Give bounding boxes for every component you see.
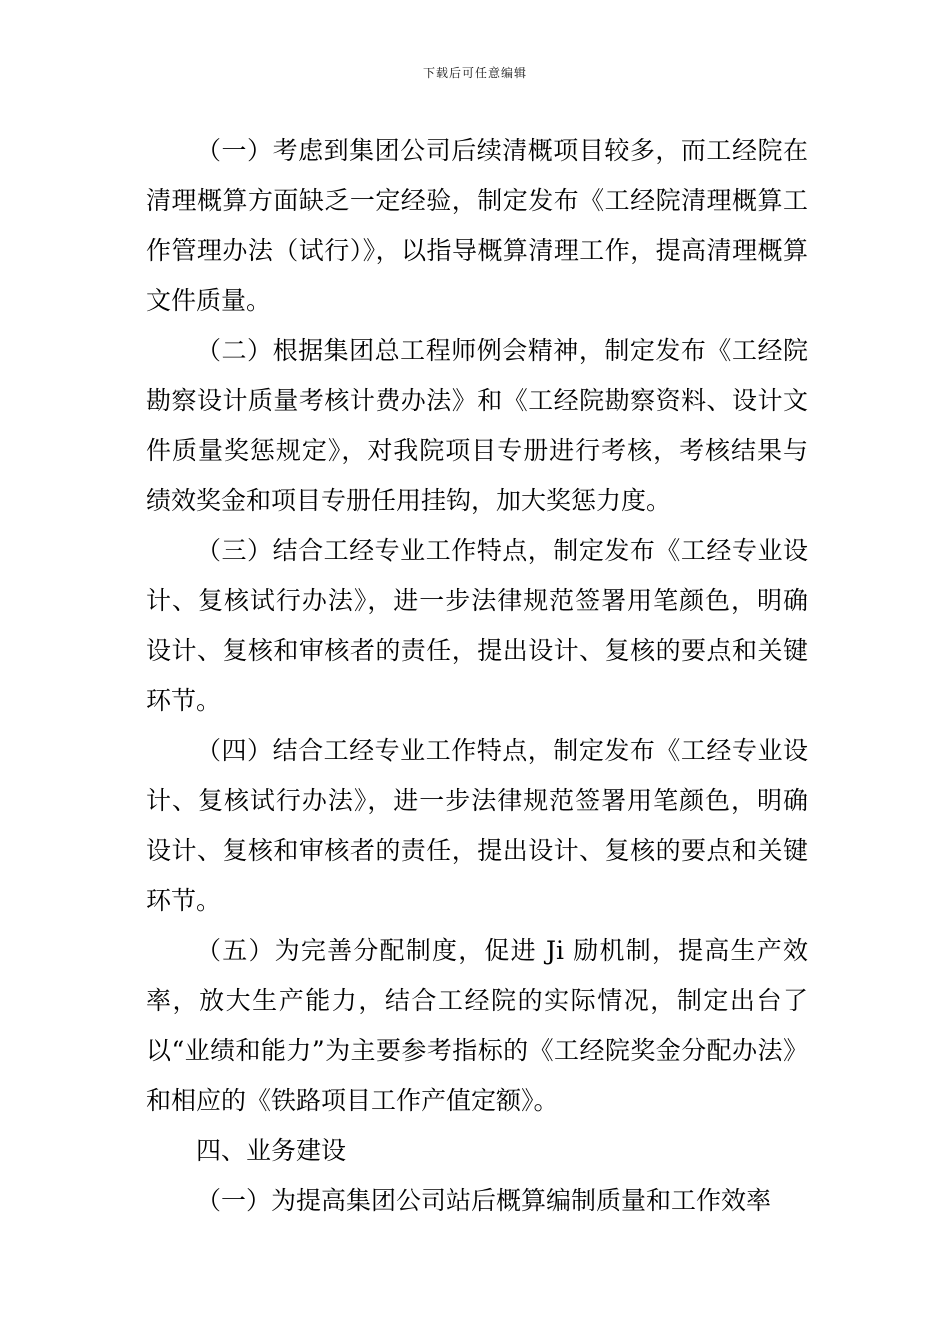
paragraph-3: （三）结合工经专业工作特点，制定发布《工经专业设计、复核试行办法》，进一步法律规范签署用笔颜色，明确设计、复核和审核者的责任，提出设计、复核的要点和关键环节。	[146, 536, 808, 715]
document-body	[146, 126, 808, 1226]
paragraph-2: （二）根据集团总工程师例会精神，制定发布《工经院勘察设计质量考核计费办法》和《工经院勘察资料、设计文件质量奖惩规定》，对我院项目专册进行考核，考核结果与绩效奖金和项目专册任用挂钩，加大奖惩力度。	[146, 336, 808, 515]
paragraph-5: （五）为完善分配制度，促进 Ji 励机制，提高生产效率，放大生产能力，结合工经院的实际情况，制定出台了以“业绩和能力”为主要参考指标的《工经院奖金分配办法》和相应的《铁路项目工作产值定额》。	[146, 936, 808, 1115]
paragraph-1: （一）考虑到集团公司后续清概项目较多，而工经院在清理概算方面缺乏一定经验，制定发布《工经院清理概算工作管理办法（试行）》，以指导概算清理工作，提高清理概算文件质量。	[146, 136, 808, 315]
page-header-note: 下载后可任意编辑	[422, 66, 527, 80]
paragraph-4: （四）结合工经专业工作特点，制定发布《工经专业设计、复核试行办法》，进一步法律规范签署用笔颜色，明确设计、复核和审核者的责任，提出设计、复核的要点和关键环节。	[146, 736, 808, 915]
section-first-line: （一）为提高集团公司站后概算编制质量和工作效率	[196, 1186, 772, 1215]
section-heading: 四、业务建设	[196, 1136, 347, 1165]
